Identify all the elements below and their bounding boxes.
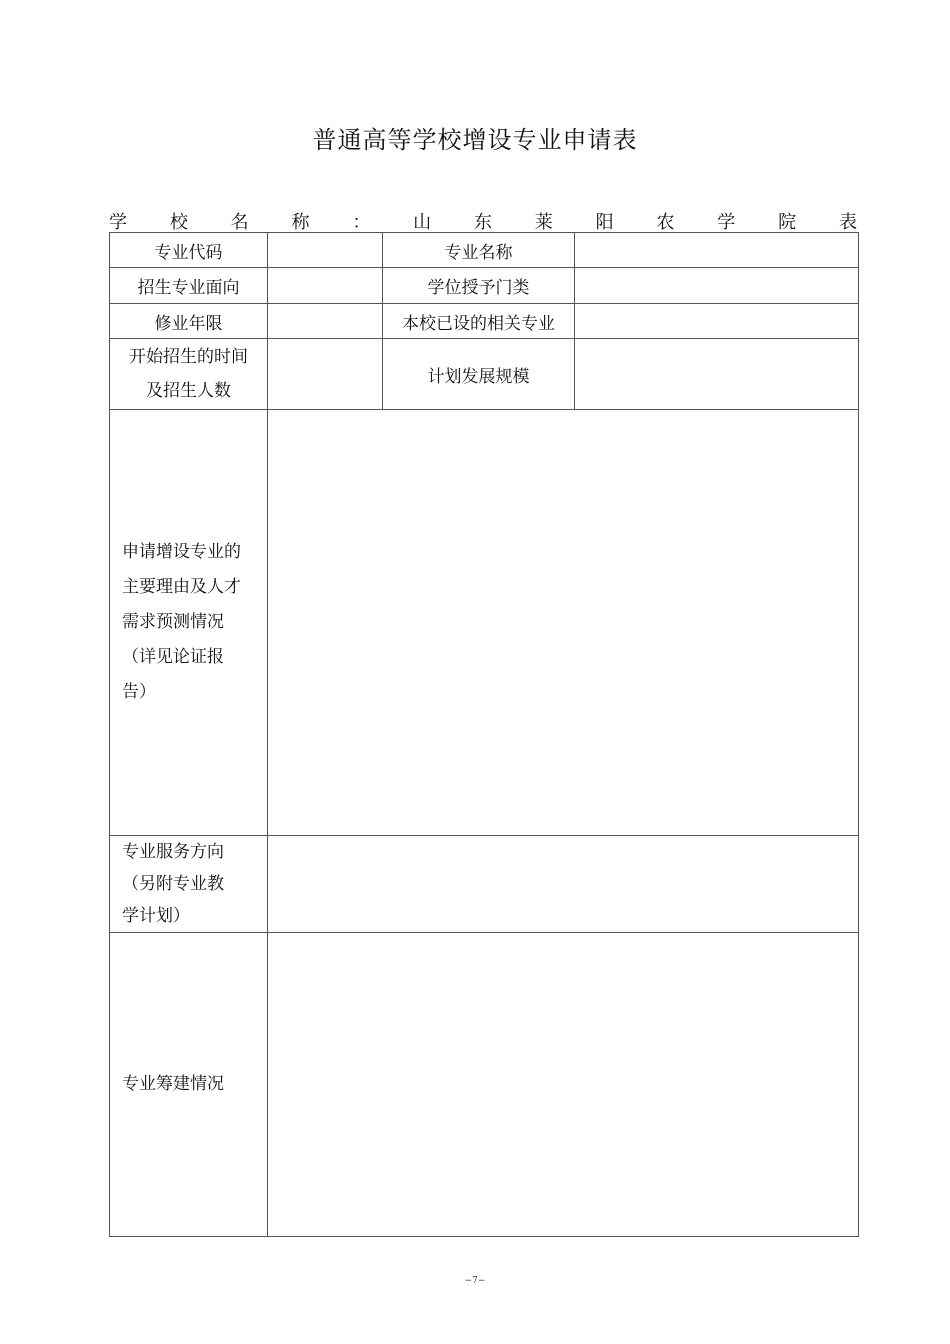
application-form-table <box>109 232 859 1237</box>
school-name-line <box>109 208 857 234</box>
school-line-char: 校 <box>169 212 188 233</box>
development-scale-label: 计划发展规模 <box>383 339 575 410</box>
document-title: 普通高等学校增设专业申请表 <box>312 126 638 154</box>
form-row-reason <box>110 410 859 836</box>
school-line-char: 阳 <box>595 212 614 233</box>
start-time-label-line: 开始招生的时间 <box>129 347 248 367</box>
reason-label <box>110 410 268 836</box>
reason-label-line: 主要理由及人才 <box>122 577 241 597</box>
reason-label-line: 需求预测情况 <box>122 612 224 632</box>
form-row-code <box>110 233 859 268</box>
major-code-label: 专业代码 <box>110 233 268 268</box>
form-row-years <box>110 304 859 339</box>
school-line-char: 学 <box>717 212 736 233</box>
school-line-char: 院 <box>778 212 797 233</box>
major-name-value[interactable] <box>575 233 859 268</box>
school-line-char: 表 <box>838 212 857 233</box>
service-direction-label-line: 学计划） <box>122 906 190 926</box>
school-line-char: 东 <box>473 212 492 233</box>
school-line-char: ： <box>352 212 371 233</box>
school-line-char: 名 <box>230 212 249 233</box>
major-code-value[interactable] <box>268 233 383 268</box>
major-name-label: 专业名称 <box>383 233 575 268</box>
start-time-value[interactable] <box>268 339 383 410</box>
degree-category-label: 学位授予门类 <box>383 268 575 304</box>
study-years-value[interactable] <box>268 304 383 339</box>
enrollment-scope-value[interactable] <box>268 268 383 304</box>
school-line-char: 农 <box>656 212 675 233</box>
school-line-char: 称 <box>291 212 310 233</box>
form-row-service <box>110 836 859 933</box>
service-direction-content[interactable] <box>268 836 859 933</box>
degree-category-value[interactable] <box>575 268 859 304</box>
start-time-label-line: 及招生人数 <box>146 381 231 401</box>
form-row-preparation <box>110 933 859 1237</box>
reason-label-line: 申请增设专业的 <box>122 542 241 562</box>
page-number: −7− <box>464 1276 486 1286</box>
school-line-char: 莱 <box>534 212 553 233</box>
service-direction-label-line: （另附专业教 <box>122 874 224 894</box>
enrollment-scope-label: 招生专业面向 <box>110 268 268 304</box>
preparation-label: 专业筹建情况 <box>110 933 268 1237</box>
service-direction-label <box>110 836 268 933</box>
form-row-scope <box>110 268 859 304</box>
reason-label-line: （详见论证报 <box>122 647 224 667</box>
form-row-start-time <box>110 339 859 410</box>
school-line-char: 山 <box>413 212 432 233</box>
development-scale-value[interactable] <box>575 339 859 410</box>
reason-content[interactable] <box>268 410 859 836</box>
reason-label-line: 告） <box>122 682 156 702</box>
related-majors-value[interactable] <box>575 304 859 339</box>
start-time-label <box>110 339 268 410</box>
related-majors-label: 本校已设的相关专业 <box>383 304 575 339</box>
service-direction-label-line: 专业服务方向 <box>122 842 224 862</box>
preparation-content[interactable] <box>268 933 859 1237</box>
school-line-char: 学 <box>109 212 127 233</box>
study-years-label: 修业年限 <box>110 304 268 339</box>
